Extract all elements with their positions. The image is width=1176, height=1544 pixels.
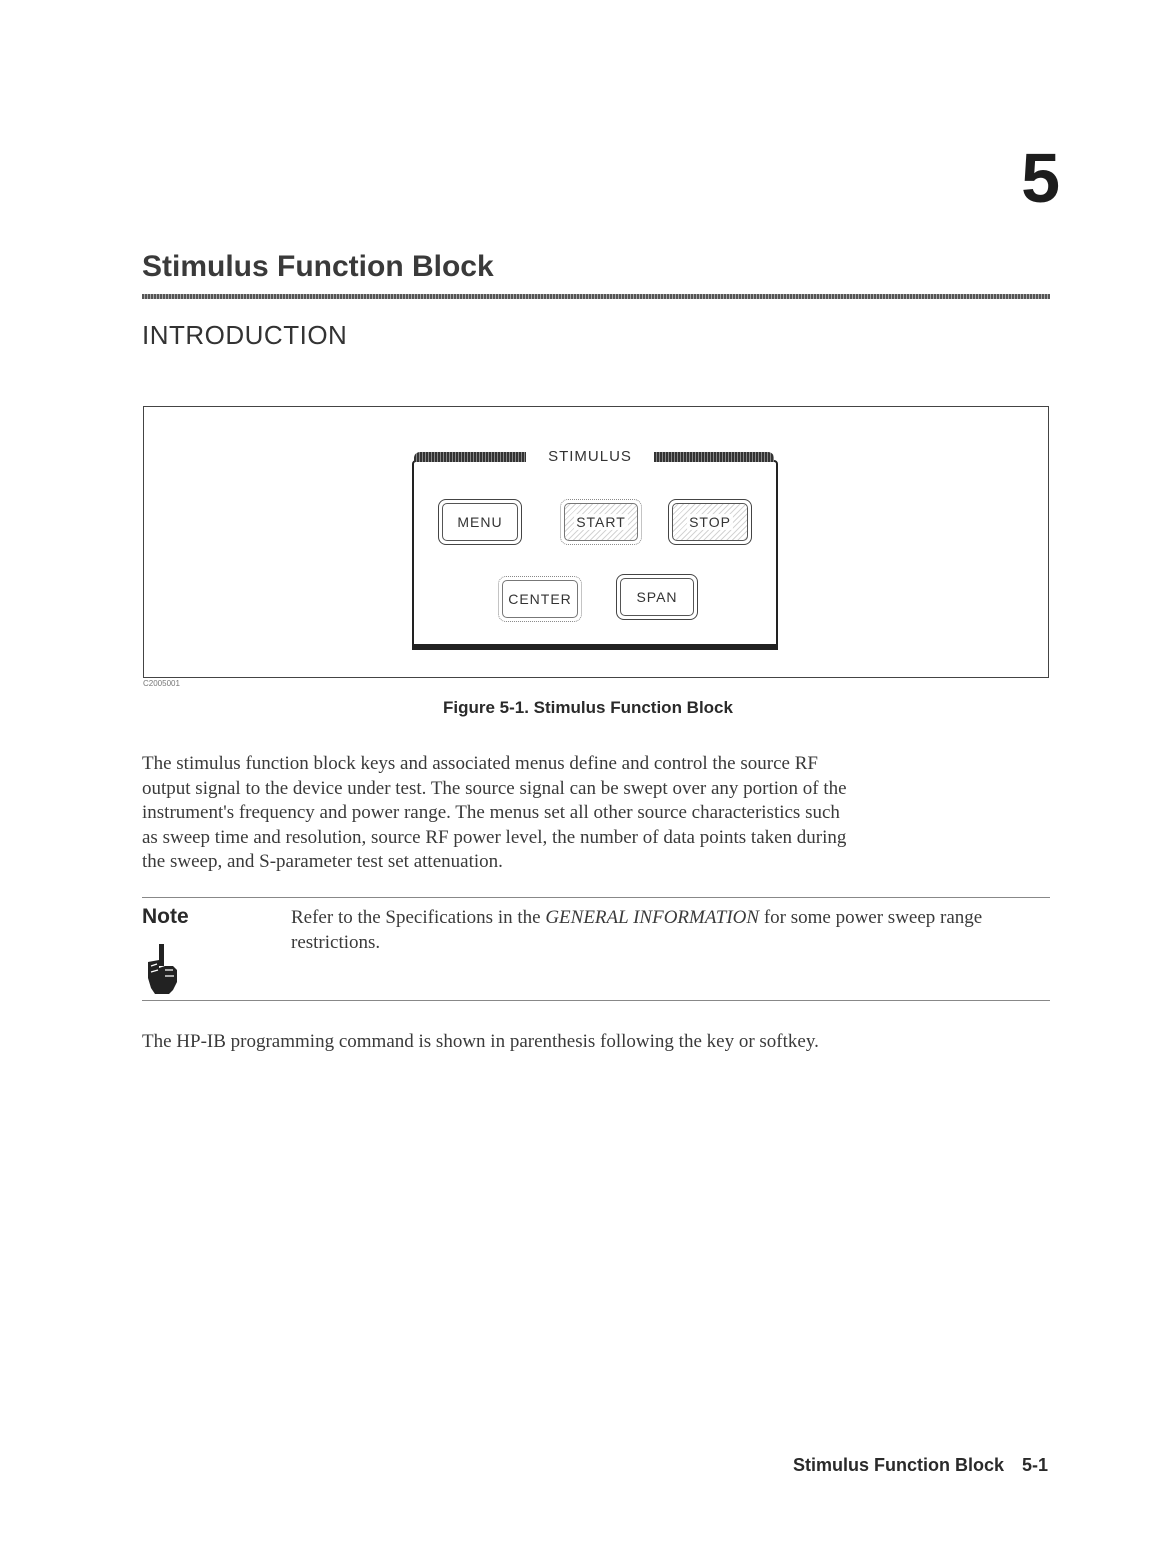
paragraph-line: the sweep, and S-parameter test set attenuation. [142, 851, 503, 872]
note-text-after: for some power sweep range restrictions. [291, 907, 983, 953]
note-bottom-rule [142, 1000, 1050, 1001]
paragraph-line: The stimulus function block keys and associated menus define and control the source RF [142, 753, 818, 774]
chapter-title: Stimulus Function Block [142, 250, 494, 283]
chapter-number: 5 [1021, 139, 1060, 217]
title-rule [142, 294, 1050, 299]
span-key [616, 574, 698, 620]
note-top-rule [142, 897, 1050, 898]
panel-bar-left [414, 452, 526, 462]
page-footer [700, 1455, 1048, 1476]
menu-key [438, 499, 522, 545]
center-key-label: CENTER [502, 580, 578, 618]
paragraph-line: output signal to the device under test. The source signal can be swept over any portion of the [142, 777, 847, 799]
panel-label: STIMULUS [526, 448, 654, 465]
intro-paragraph [142, 752, 1052, 875]
stop-key [668, 499, 752, 545]
figure-caption: Figure 5-1. Stimulus Function Block [443, 698, 733, 717]
start-key [560, 499, 642, 545]
note-emphasis: GENERAL INFORMATION [545, 907, 760, 928]
note-label: Note [142, 905, 189, 928]
panel-frame [412, 460, 778, 650]
note-text [291, 905, 1051, 955]
span-key-label: SPAN [620, 578, 694, 616]
footer-page-number: 5-1 [1021, 1455, 1048, 1475]
footer-title: Stimulus Function Block [792, 1455, 1004, 1475]
figure-code: C2005001 [143, 679, 180, 688]
menu-key-label: MENU [442, 503, 518, 541]
hpib-paragraph: The HP-IB programming command is shown in parenthesis following the key or softkey. [142, 1031, 819, 1052]
section-heading: INTRODUCTION [142, 320, 348, 350]
paragraph-line: as sweep time and resolution, source RF power level, the number of data points taken during [142, 826, 847, 848]
paragraph-line: instrument's frequency and power range. The menus set all other source characteristics such [142, 802, 840, 823]
start-key-label: START [576, 514, 626, 530]
note-text-before: Refer to the Specifications in the [291, 907, 546, 928]
center-key [498, 576, 582, 622]
stimulus-panel [412, 448, 778, 646]
panel-bar-right [654, 452, 774, 462]
stop-key-label: STOP [689, 514, 731, 530]
pointing-hand-icon [145, 942, 181, 996]
